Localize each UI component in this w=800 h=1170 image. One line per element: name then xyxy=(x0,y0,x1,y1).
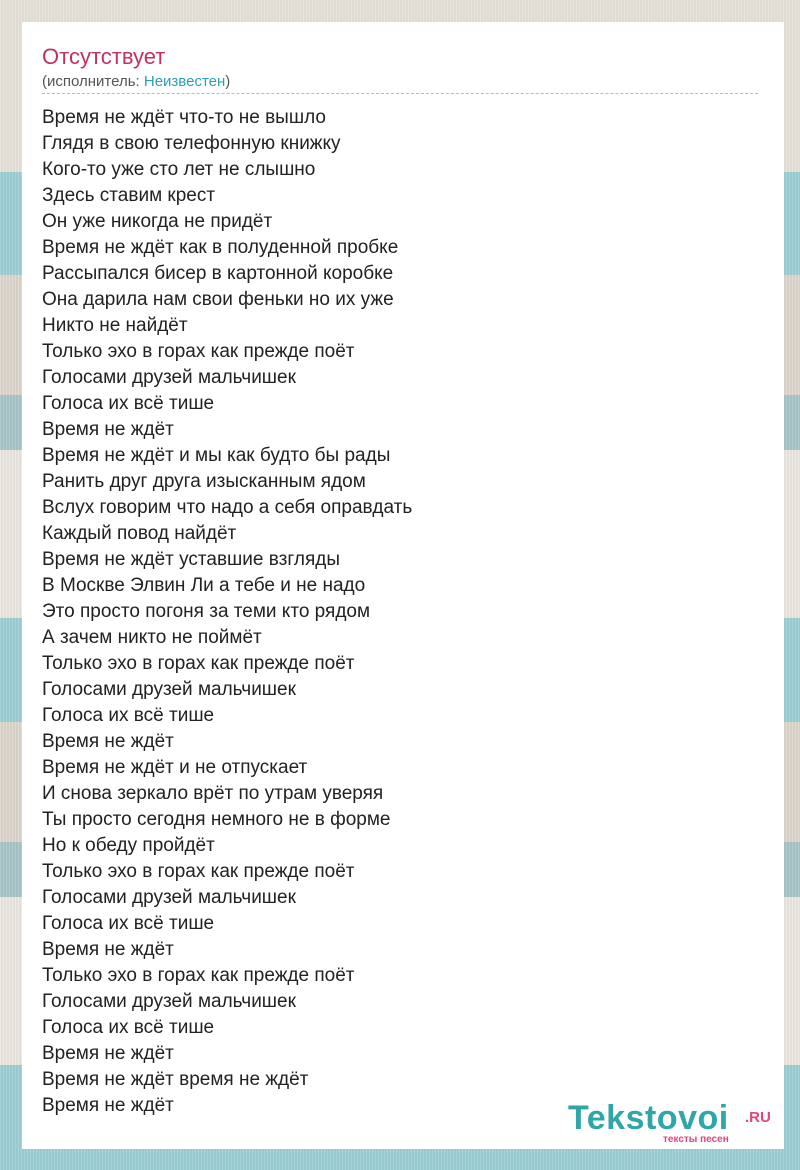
lyric-line: Голоса их всё тише xyxy=(42,393,215,414)
logo-wordmark: Tekstovoi xyxy=(568,1099,729,1137)
lyric-line: Голоса их всё тише xyxy=(42,1017,215,1038)
lyric-line: Время не ждёт xyxy=(42,731,174,752)
artist-line xyxy=(42,73,230,91)
dashed-divider xyxy=(42,93,758,94)
lyric-line: Он уже никогда не придёт xyxy=(42,211,273,232)
lyric-line: Но к обеду пройдёт xyxy=(42,835,215,856)
lyric-line: Только эхо в горах как прежде поёт xyxy=(42,965,355,986)
lyric-line: Время не ждёт как в полуденной пробке xyxy=(42,237,399,258)
lyric-line: Голоса их всё тише xyxy=(42,705,215,726)
lyric-line: Только эхо в горах как прежде поёт xyxy=(42,341,355,362)
lyric-line: Голосами друзей мальчишек xyxy=(42,679,296,700)
lyric-line: Время не ждёт xyxy=(42,939,174,960)
artist-suffix: ) xyxy=(225,73,231,90)
artist-prefix: (исполнитель: xyxy=(42,73,144,90)
lyric-line: Ты просто сегодня немного не в форме xyxy=(42,809,391,830)
lyric-line: Время не ждёт время не ждёт xyxy=(42,1069,309,1090)
lyric-line: Только эхо в горах как прежде поёт xyxy=(42,861,355,882)
site-logo[interactable] xyxy=(568,1100,773,1144)
lyric-line: Голосами друзей мальчишек xyxy=(42,991,296,1012)
lyric-line: Только эхо в горах как прежде поёт xyxy=(42,653,355,674)
lyric-line: Время не ждёт xyxy=(42,1043,174,1064)
lyric-line: Ранить друг друга изысканным ядом xyxy=(42,471,366,492)
lyric-line: Время не ждёт xyxy=(42,419,174,440)
lyric-line: Время не ждёт уставшие взгляды xyxy=(42,549,340,570)
lyric-line: Время не ждёт что-то не вышло xyxy=(42,107,326,128)
lyric-line: Вслух говорим что надо а себя оправдать xyxy=(42,497,413,518)
lyric-line: Она дарила нам свои феньки но их уже xyxy=(42,289,394,310)
lyric-line: Время не ждёт и мы как будто бы рады xyxy=(42,445,391,466)
lyric-line: Голосами друзей мальчишек xyxy=(42,887,296,908)
lyric-line: Голоса их всё тише xyxy=(42,913,215,934)
song-title: Отсутствует xyxy=(42,44,166,69)
lyric-line: И снова зеркало врёт по утрам уверяя xyxy=(42,783,384,804)
lyrics-list xyxy=(42,105,412,1119)
lyric-line: А зачем никто не поймёт xyxy=(42,627,262,648)
artist-link[interactable]: Неизвестен xyxy=(143,73,226,90)
lyrics-card xyxy=(22,22,784,1149)
logo-domain: .RU xyxy=(745,1109,771,1126)
logo-tagline: тексты песен xyxy=(663,1134,729,1145)
lyric-line: Голосами друзей мальчишек xyxy=(42,367,296,388)
lyric-line: Время не ждёт xyxy=(42,1095,174,1116)
lyric-line: В Москве Элвин Ли а тебе и не надо xyxy=(42,575,366,596)
lyric-line: Рассыпался бисер в картонной коробке xyxy=(42,263,394,284)
lyric-line: Время не ждёт и не отпускает xyxy=(42,757,308,778)
lyric-line: Глядя в свою телефонную книжку xyxy=(42,133,341,154)
lyric-line: Здесь ставим крест xyxy=(42,185,216,206)
lyric-line: Это просто погоня за теми кто рядом xyxy=(42,601,371,622)
lyric-line: Каждый повод найдёт xyxy=(42,523,237,544)
lyric-line: Кого-то уже сто лет не слышно xyxy=(42,159,316,180)
lyric-line: Никто не найдёт xyxy=(42,315,188,336)
